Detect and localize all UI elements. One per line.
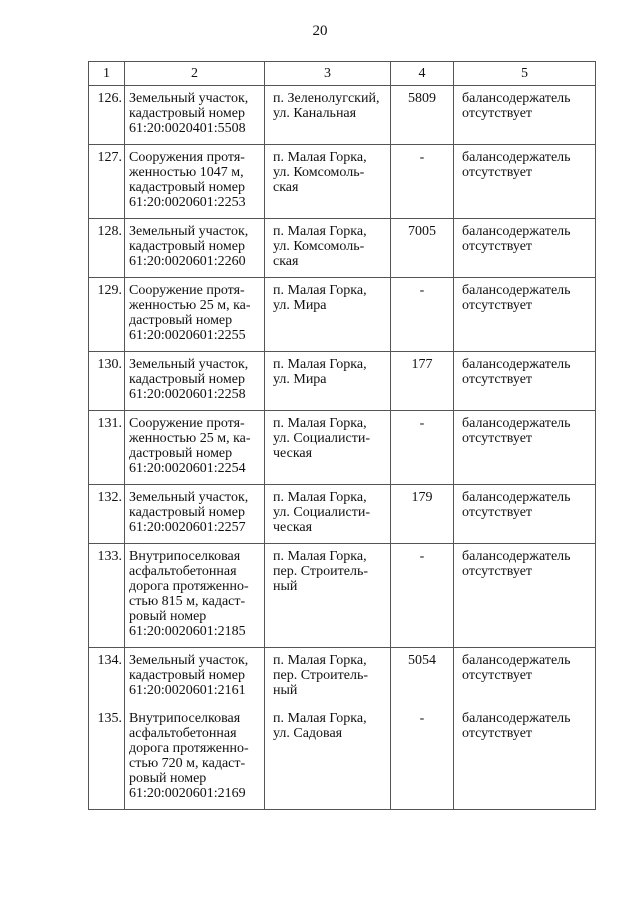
object-name [125,219,265,278]
object-name-line: асфальтобетонная [129,564,237,579]
row-number: 130. [89,352,125,411]
column-header: 4 [391,62,454,86]
object-address-line: п. Малая Горка, [273,224,367,239]
object-name-line: ровый номер [129,771,207,786]
object-name-line: Земельный участок, [129,653,249,668]
balance-holder [454,706,596,810]
object-name-line: 61:20:0020601:2258 [129,387,246,402]
object-address-line: п. Малая Горка, [273,416,367,431]
object-address-line: пер. Строитель- [273,564,369,579]
balance-holder-line: отсутствует [462,505,533,520]
object-name-line: кадастровый номер [129,106,245,121]
row-number: 134. [89,648,125,707]
object-address-line: п. Малая Горка, [273,711,367,726]
row-number: 129. [89,278,125,352]
row-number: 128. [89,219,125,278]
balance-holder-line: отсутствует [462,298,533,313]
object-address-line: ул. Мира [273,372,327,387]
object-address-line: ул. Садовая [273,726,343,741]
object-area: 5809 [391,86,454,145]
object-address-line: ный [273,683,298,698]
object-address [265,485,391,544]
object-address [265,86,391,145]
table-row [89,411,596,485]
balance-holder-line: отсутствует [462,372,533,387]
object-address-line: пер. Строитель- [273,668,369,683]
balance-holder-line: отсутствует [462,726,533,741]
balance-holder [454,411,596,485]
object-area: 179 [391,485,454,544]
balance-holder [454,648,596,707]
row-number: 126. [89,86,125,145]
object-name-line: кадастровый номер [129,372,245,387]
balance-holder [454,86,596,145]
table-row [89,485,596,544]
object-address-line: п. Малая Горка, [273,150,367,165]
balance-holder-line: балансодержатель [462,653,571,668]
object-name [125,485,265,544]
column-header: 5 [454,62,596,86]
balance-holder [454,352,596,411]
table-row [89,352,596,411]
object-area: - [391,411,454,485]
object-address-line: п. Малая Горка, [273,357,367,372]
table-row [89,544,596,648]
row-number: 133. [89,544,125,648]
object-address-line: ул. Мира [273,298,327,313]
object-address-line: ул. Социалисти- [273,431,370,446]
object-name-line: асфальтобетонная [129,726,237,741]
table-row [89,648,596,707]
object-name-line: кадастровый номер [129,668,245,683]
object-address-line: ская [273,254,299,269]
table-row [89,145,596,219]
object-address-line: ул. Социалисти- [273,505,370,520]
object-name [125,544,265,648]
object-address [265,352,391,411]
balance-holder-line: отсутствует [462,564,533,579]
object-address-line: ская [273,180,299,195]
balance-holder [454,485,596,544]
object-name-line: стью 815 м, кадаст- [129,594,246,609]
balance-holder-line: балансодержатель [462,416,571,431]
object-name-line: 61:20:0020601:2254 [129,461,246,476]
balance-holder-line: балансодержатель [462,224,571,239]
row-number: 135. [89,706,125,810]
object-name-line: ровый номер [129,609,207,624]
object-name [125,352,265,411]
object-address-line: ческая [273,520,313,535]
balance-holder [454,219,596,278]
balance-holder-line: балансодержатель [462,490,571,505]
property-table [88,61,596,810]
object-address [265,219,391,278]
object-name-line: 61:20:0020601:2253 [129,195,246,210]
object-name-line: 61:20:0020601:2255 [129,328,246,343]
object-area: - [391,706,454,810]
object-address-line: п. Малая Горка, [273,490,367,505]
object-name-line: Земельный участок, [129,357,249,372]
object-name-line: 61:20:0020401:5508 [129,121,246,136]
object-area: 177 [391,352,454,411]
balance-holder [454,278,596,352]
balance-holder-line: балансодержатель [462,711,571,726]
object-name-line: 61:20:0020601:2161 [129,683,246,698]
table-row [89,86,596,145]
object-name-line: женностью 1047 м, [129,165,244,180]
object-address-line: ул. Канальная [273,106,357,121]
object-name-line: Сооружения протя- [129,150,245,165]
object-address-line: п. Малая Горка, [273,549,367,564]
object-name-line: Земельный участок, [129,224,249,239]
object-name [125,706,265,810]
object-address [265,544,391,648]
balance-holder-line: отсутствует [462,239,533,254]
object-name-line: Сооружение протя- [129,416,245,431]
balance-holder-line: балансодержатель [462,91,571,106]
balance-holder-line: отсутствует [462,106,533,121]
object-name-line: 61:20:0020601:2185 [129,624,246,639]
object-name-line: кадастровый номер [129,239,245,254]
object-area: 7005 [391,219,454,278]
object-address-line: ул. Комсомоль- [273,165,365,180]
object-address-line: ный [273,579,298,594]
object-address-line: ул. Комсомоль- [273,239,365,254]
object-name-line: Земельный участок, [129,91,249,106]
row-number: 131. [89,411,125,485]
object-name-line: дастровый номер [129,446,233,461]
object-address-line: п. Зеленолугский, [273,91,380,106]
object-address [265,411,391,485]
object-area: - [391,145,454,219]
object-address [265,278,391,352]
balance-holder [454,145,596,219]
object-name-line: женностью 25 м, ка- [129,431,251,446]
object-name [125,411,265,485]
object-name-line: кадастровый номер [129,180,245,195]
object-name [125,278,265,352]
balance-holder-line: балансодержатель [462,549,571,564]
object-address [265,145,391,219]
object-name-line: женностью 25 м, ка- [129,298,251,313]
object-name-line: Земельный участок, [129,490,249,505]
object-name-line: Внутрипоселковая [129,549,241,564]
column-header: 3 [265,62,391,86]
object-name [125,86,265,145]
object-address-line: п. Малая Горка, [273,653,367,668]
object-name-line: 61:20:0020601:2257 [129,520,246,535]
row-number: 132. [89,485,125,544]
object-address [265,706,391,810]
object-name-line: Внутрипоселковая [129,711,241,726]
object-area: 5054 [391,648,454,707]
object-name-line: Сооружение протя- [129,283,245,298]
balance-holder-line: отсутствует [462,668,533,683]
column-header: 1 [89,62,125,86]
object-address [265,648,391,707]
object-name-line: 61:20:0020601:2169 [129,786,246,801]
object-address-line: ческая [273,446,313,461]
object-area: - [391,544,454,648]
table-row [89,706,596,810]
object-name-line: дорога протяженно- [129,579,249,594]
object-name-line: дорога протяженно- [129,741,249,756]
table-header-row [89,62,596,86]
row-number: 127. [89,145,125,219]
object-address-line: п. Малая Горка, [273,283,367,298]
balance-holder [454,544,596,648]
balance-holder-line: балансодержатель [462,283,571,298]
balance-holder-line: балансодержатель [462,357,571,372]
object-name-line: 61:20:0020601:2260 [129,254,246,269]
balance-holder-line: отсутствует [462,431,533,446]
object-name-line: стью 720 м, кадаст- [129,756,246,771]
object-name-line: дастровый номер [129,313,233,328]
balance-holder-line: отсутствует [462,165,533,180]
object-name-line: кадастровый номер [129,505,245,520]
object-name [125,648,265,707]
balance-holder-line: балансодержатель [462,150,571,165]
table-row [89,278,596,352]
table-row [89,219,596,278]
object-area: - [391,278,454,352]
object-name [125,145,265,219]
page-number: 20 [312,23,328,39]
column-header: 2 [125,62,265,86]
